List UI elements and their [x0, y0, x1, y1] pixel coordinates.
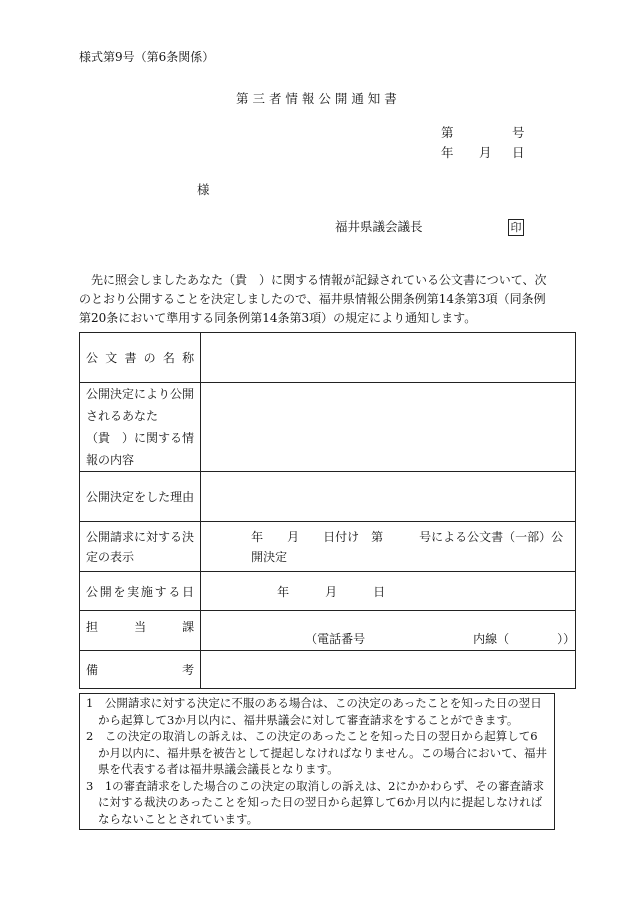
table-row: [80, 651, 576, 689]
date-month: 月: [479, 145, 492, 160]
seal-label: 印: [508, 219, 524, 236]
note-item-2: 2 この決定の取消しの訴えは、この決定のあったことを知った日の翌日から起算して6か月以内に、福井県を被告として提起しなければなりません。この場合において、福井県を代表する者は福井県議会議長となります。: [86, 729, 547, 776]
label-responsible-section: [80, 611, 201, 651]
table-row: [80, 522, 576, 572]
value-implementation-date: 年 月 日: [201, 572, 576, 611]
note-item-1: 1 公開請求に対する決定に不服のある場合は、この決定のあったことを知った日の翌日から起算して3か月以内に、福井県議会に対して審査請求をすることができます。: [86, 696, 542, 727]
label-remarks: [80, 651, 201, 689]
row1-label-char: の: [143, 351, 156, 365]
table-row: [80, 611, 576, 651]
notes-box: [79, 693, 555, 830]
label-decision-reason: [80, 472, 201, 522]
row3-label-char: 由: [182, 490, 195, 504]
row3-label-char: 理: [170, 490, 183, 504]
date-year: 年: [441, 145, 454, 160]
row5-label-char: 日: [182, 584, 195, 599]
table-row: [80, 333, 576, 383]
issue-number-dai: 第: [441, 125, 454, 140]
row5-label-char: す: [154, 584, 167, 599]
row3-label-char: し: [146, 490, 159, 504]
note-item-3: 3 1の審査請求をした場合のこの決定の取消しの訴えは、2にかかわらず、その審査請求に対する裁決のあったことを知った日の翌日から起算して6か月以内に提起しなければならないこととされています。: [86, 778, 545, 826]
issue-number-gou: 号: [512, 125, 525, 140]
row6-label-char: 当: [134, 620, 147, 634]
label-implementation-date: [80, 572, 201, 611]
row3-label-char: を: [134, 490, 147, 504]
row3-label-char: 公: [86, 490, 99, 504]
value-decision-reason: [201, 472, 576, 522]
row5-label-char: 開: [99, 584, 112, 599]
notice-table: [79, 332, 576, 689]
value-decision-display: 年 月 日付け 第 号による公文書（一部）公開決定: [201, 522, 576, 572]
row3-label-char: た: [158, 490, 171, 504]
row5-label-char: 実: [127, 584, 140, 599]
table-row: [80, 472, 576, 522]
row5-label-char: を: [113, 584, 126, 599]
row1-label-char: 名: [162, 351, 175, 365]
row5-label-char: る: [168, 584, 181, 599]
row5-label-char: 施: [140, 584, 153, 599]
form-number: 様式第9号（第6条関係）: [79, 50, 215, 64]
row1-label-char: 公: [86, 351, 99, 365]
row5-label-char: 公: [86, 584, 99, 599]
label-document-name: [80, 333, 201, 383]
document-title: 第 三 者 情 報 公 開 通 知 書: [236, 91, 397, 106]
row7-label-char: 備: [86, 663, 99, 677]
row1-label-char: 書: [124, 351, 137, 365]
row6-label-char: 担: [86, 620, 99, 634]
intro-paragraph: 先に照会しましたあなた（貴 ）に関する情報が記録されている公文書について、次のとおり公開することを決定しましたので、福井県情報公開条例第14条第3項（同条例第20条において準用する同条例第14条第3項）の規定により通知します。: [79, 273, 547, 325]
row1-label-char: 文: [105, 351, 118, 365]
date-day: 日: [512, 145, 525, 160]
value-responsible-section: （電話番号 内線（ ））: [201, 611, 576, 651]
row6-label-char: 課: [182, 620, 195, 634]
row3-label-char: 定: [122, 490, 135, 504]
row3-label-char: 開: [98, 490, 111, 504]
row7-label-char: 考: [182, 663, 195, 677]
row1-label-char: 称: [182, 351, 195, 365]
value-disclosed-info: [201, 383, 576, 472]
label-decision-display: 公開請求に対する決定の表示: [80, 522, 201, 572]
table-row: [80, 383, 576, 472]
seal-mark: [508, 216, 524, 236]
value-document-name: [201, 333, 576, 383]
label-disclosed-info: 公開決定により公開されるあなた（貴 ）に関する情報の内容: [80, 383, 201, 472]
value-remarks: [201, 651, 576, 689]
row3-label-char: 決: [110, 490, 123, 504]
addressee-suffix: 様: [197, 182, 210, 197]
issuer-name: 福井県議会議長: [335, 219, 423, 234]
table-row: [80, 572, 576, 611]
